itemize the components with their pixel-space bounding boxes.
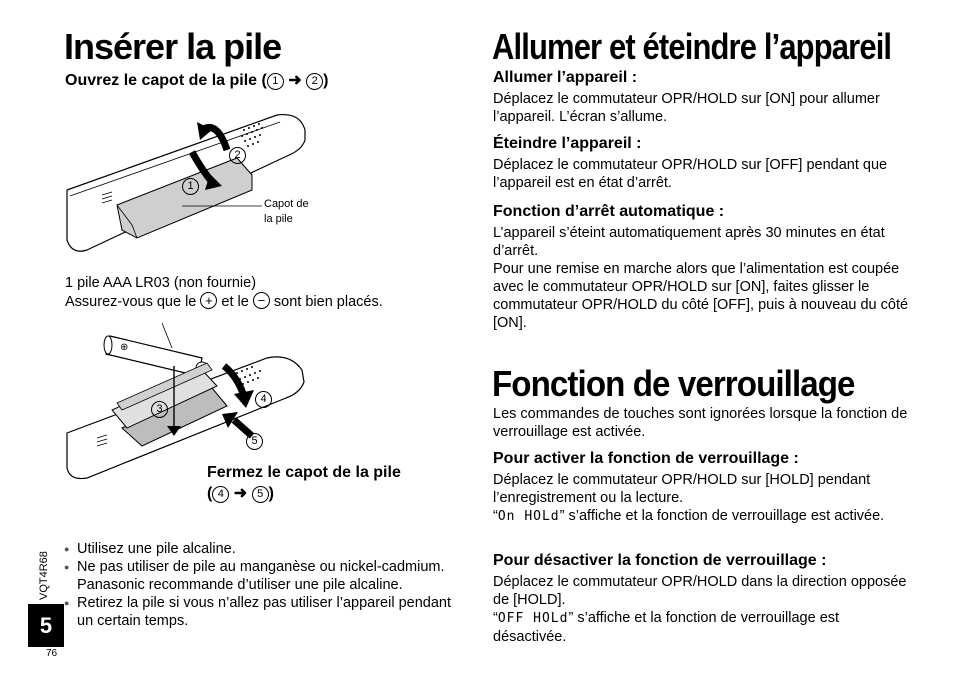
- hold-off-display-icon: OFF HOLd: [497, 611, 569, 626]
- polarity-text: [65, 292, 465, 311]
- lock-activate-display-text: “On HOLd” s’affiche et la fonction de verrouillage est activée.: [493, 508, 885, 524]
- cover-callout-label: [264, 197, 309, 227]
- step-number-1: 1: [267, 73, 284, 90]
- close-step-4: 4: [212, 486, 229, 503]
- power-on-text: Déplacez le commutateur OPR/HOLD sur [ON] pour allumer l’appareil. L’écran s’allume.: [493, 91, 880, 125]
- callout-line-2: la pile: [264, 213, 293, 225]
- battery-type-text: 1 pile AAA LR03 (non fournie): [65, 275, 257, 291]
- polarity-before: Assurez-vous que le: [65, 294, 201, 310]
- figure2-step-3: 3: [151, 401, 168, 418]
- figure2-step-4: 4: [255, 391, 272, 408]
- close-cover-instruction: [207, 462, 401, 504]
- close-cover-close-paren: ): [268, 485, 274, 502]
- figure1-step-2: 2: [229, 147, 246, 164]
- page-number: 76: [46, 648, 58, 659]
- plus-terminal-icon: +: [200, 292, 217, 309]
- minus-terminal-icon: −: [253, 292, 270, 309]
- list-item: ● Retirez la pile si vous n’allez pas utiliser l’appareil pendant un certain temps.: [64, 594, 454, 630]
- arrow-right-icon: ➜: [288, 72, 302, 89]
- power-on-heading: Allumer l’appareil :: [493, 69, 638, 86]
- lock-activate-heading: Pour activer la fonction de verrouillage :: [493, 450, 799, 467]
- open-cover-instruction: [65, 70, 328, 90]
- auto-off-heading: Fonction d’arrêt automatique :: [493, 203, 725, 220]
- open-cover-close-paren: ): [323, 72, 329, 89]
- polarity-after: sont bien placés.: [269, 294, 383, 310]
- list-item: ● Utilisez une pile alcaline.: [64, 540, 454, 558]
- close-cover-text: Fermez le capot de la pile: [207, 464, 401, 481]
- polarity-mid: et le: [217, 294, 253, 310]
- callout-line-1: Capot de: [264, 198, 309, 210]
- arrow-right-icon: ➜: [233, 485, 248, 502]
- auto-off-text-1: L’appareil s’éteint automatiquement après 30 minutes en état d’arrêt.: [493, 225, 885, 259]
- step-number-2: 2: [306, 73, 323, 90]
- lock-intro-text: Les commandes de touches sont ignorées lorsque la fonction de verrouillage est activée.: [493, 406, 908, 440]
- battery-notes-list: [64, 540, 454, 630]
- lock-deactivate-heading: Pour désactiver la fonction de verrouillage :: [493, 552, 827, 569]
- lock-function-title: Fonction de verrouillage: [492, 363, 855, 404]
- hold-on-display-icon: On HOLd: [497, 509, 560, 524]
- document-code: VQT4R68: [38, 551, 50, 600]
- power-off-text: Déplacez le commutateur OPR/HOLD sur [OFF] pendant que l’appareil est en état d’arrêt.: [493, 157, 888, 191]
- power-off-heading: Éteindre l’appareil :: [493, 135, 642, 152]
- close-step-5: 5: [252, 486, 269, 503]
- insert-battery-title: Insérer la pile: [64, 26, 282, 67]
- auto-off-text-2: Pour une remise en marche alors que l’alimentation est coupée avec le commutateur OPR/HOLD sur [ON], faites glisser le commutateur OPR/HOLD du côté [OFF], puis à nouveau du côté [ON].: [493, 261, 909, 331]
- open-cover-text: Ouvrez le capot de la pile (: [65, 72, 267, 89]
- lock-deactivate-display-text: “OFF HOLd” s’affiche et la fonction de verrouillage est désactivée.: [493, 610, 840, 645]
- svg-text:⊕: ⊕: [120, 342, 129, 353]
- lock-deactivate-text: Déplacez le commutateur OPR/HOLD dans la direction opposée de [HOLD].: [493, 574, 907, 608]
- figure2-step-5: 5: [246, 433, 263, 450]
- lock-activate-display-desc: s’affiche et la fonction de verrouillage est activée.: [564, 508, 885, 524]
- power-title: Allumer et éteindre l’appareil: [492, 26, 892, 67]
- close-cover-open-paren: (: [207, 485, 213, 502]
- page-tab: 5: [28, 604, 64, 647]
- list-item: ● Ne pas utiliser de pile au manganèse ou nickel-cadmium. Panasonic recommande d’utiliser une pile alcaline.: [64, 558, 454, 594]
- recorder-insert-battery-illustration: [62, 318, 312, 483]
- figure1-step-1: 1: [182, 178, 199, 195]
- lock-deactivate-display-desc: s’affiche et la fonction de verrouillage est désactivée.: [493, 610, 840, 645]
- lock-activate-text: Déplacez le commutateur OPR/HOLD sur [HOLD] pendant l’enregistrement ou la lecture.: [493, 472, 871, 506]
